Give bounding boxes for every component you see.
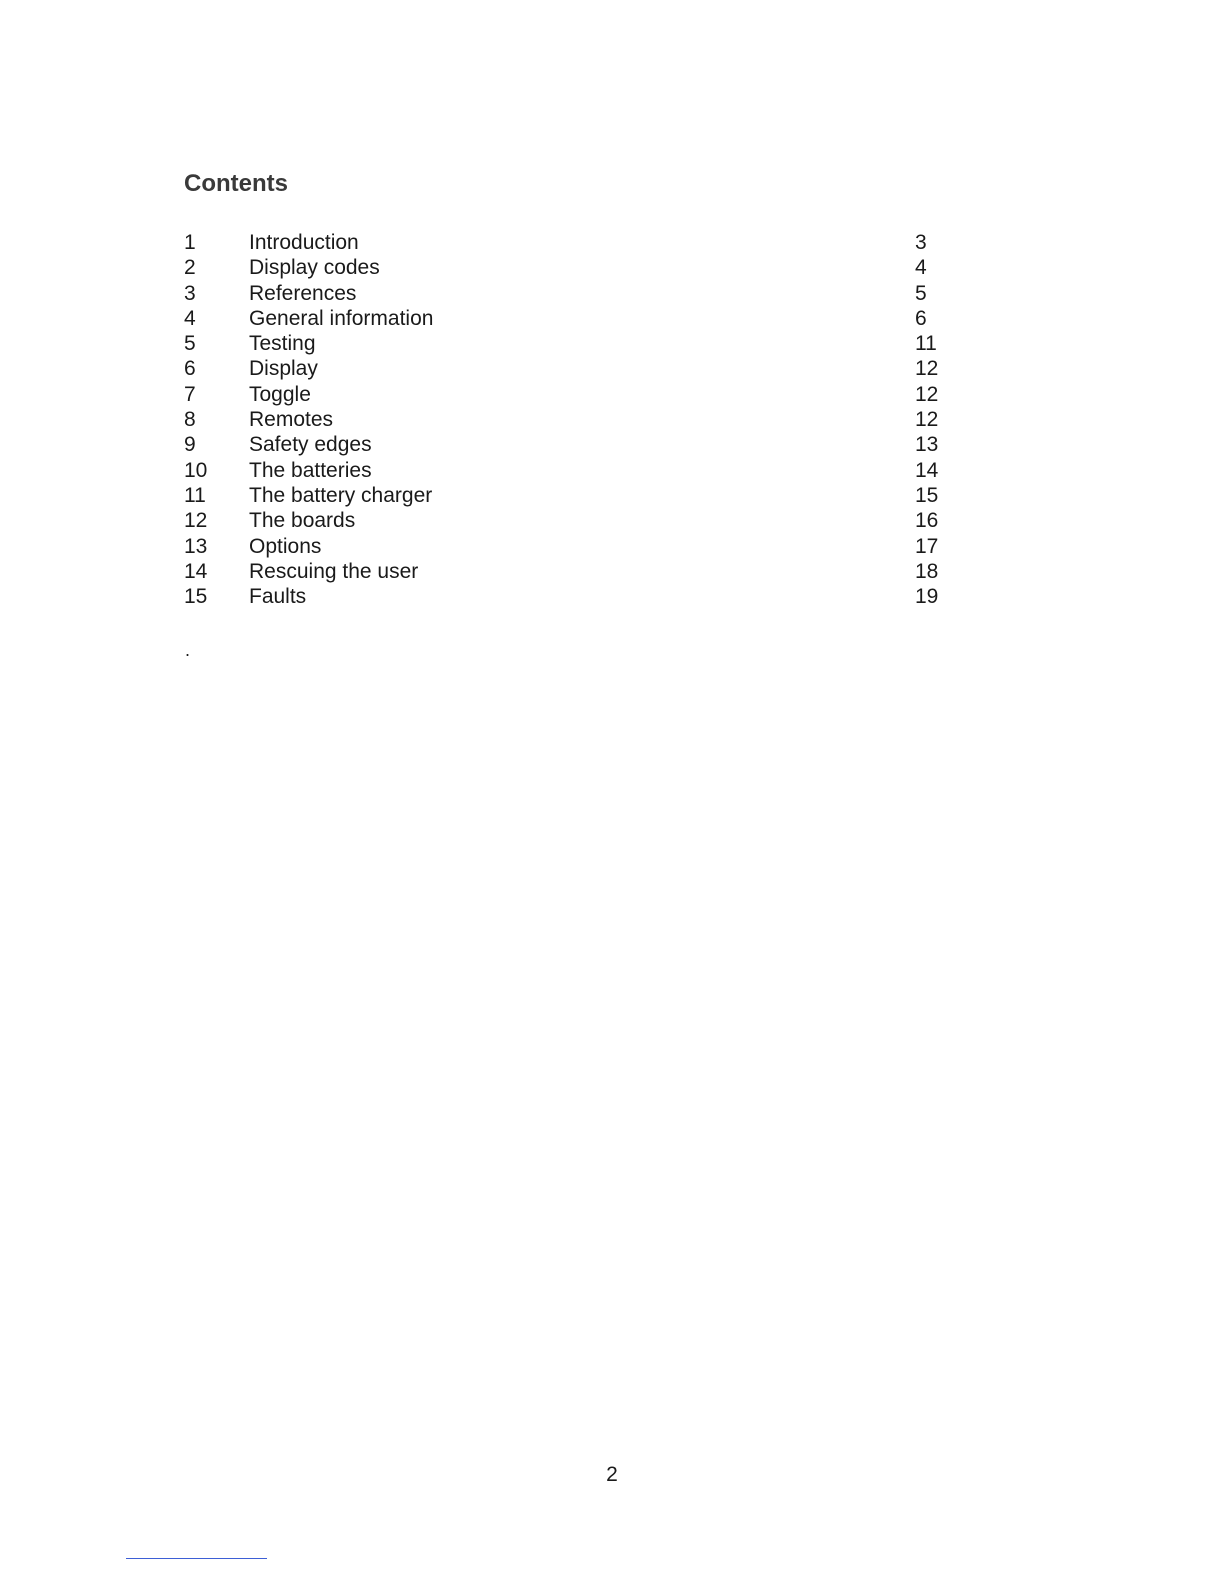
- toc-entry-number: 4: [184, 306, 196, 330]
- toc-entry-page: 4: [915, 256, 927, 280]
- toc-entry-page: 16: [915, 509, 939, 533]
- toc-entry-title: The batteries: [249, 458, 372, 482]
- toc-entry-number: 10: [184, 458, 208, 482]
- table-of-contents: [184, 230, 964, 609]
- toc-entry[interactable]: [184, 306, 964, 331]
- toc-entry-title: Display codes: [249, 256, 380, 280]
- toc-entry-title: Rescuing the user: [249, 559, 419, 583]
- toc-entry-number: 11: [184, 483, 206, 507]
- toc-entry[interactable]: [184, 458, 964, 483]
- toc-entry[interactable]: [184, 255, 964, 280]
- toc-entry-page: 15: [915, 483, 939, 507]
- toc-entry-title: Toggle: [249, 382, 311, 406]
- toc-entry-number: 5: [184, 332, 196, 356]
- toc-entry-number: 3: [184, 281, 196, 305]
- toc-entry-number: 8: [184, 408, 196, 432]
- toc-entry-page: 5: [915, 281, 927, 305]
- toc-entry[interactable]: [184, 483, 964, 508]
- toc-entry-page: 17: [915, 534, 939, 558]
- toc-entry-title: Display: [249, 357, 318, 381]
- toc-entry-number: 6: [184, 357, 196, 381]
- toc-entry-number: 9: [184, 433, 196, 457]
- page-title: Contents: [184, 170, 288, 197]
- toc-entry-title: References: [249, 281, 357, 305]
- toc-entry-number: 7: [184, 382, 196, 406]
- toc-entry-title: Faults: [249, 585, 307, 609]
- toc-entry-page: 11: [915, 332, 937, 356]
- toc-entry[interactable]: [184, 281, 964, 306]
- footnote-separator: [126, 1558, 267, 1559]
- toc-entry[interactable]: [184, 331, 964, 356]
- toc-entry[interactable]: [184, 508, 964, 533]
- toc-entry-page: 12: [915, 382, 939, 406]
- stray-mark: .: [185, 640, 191, 660]
- toc-entry[interactable]: [184, 407, 964, 432]
- toc-entry-title: Introduction: [249, 231, 359, 254]
- toc-entry-title: Testing: [249, 332, 316, 356]
- toc-entry-page: 13: [915, 433, 939, 457]
- toc-entry[interactable]: [184, 534, 964, 559]
- toc-entry-page: 12: [915, 408, 939, 432]
- toc-entry-page: 14: [915, 458, 939, 482]
- toc-entry[interactable]: [184, 559, 964, 584]
- toc-entry-page: 12: [915, 357, 939, 381]
- toc-entry[interactable]: [184, 230, 964, 255]
- toc-entry-title: Options: [249, 534, 322, 558]
- toc-entry-title: Safety edges: [249, 433, 372, 457]
- toc-entry[interactable]: [184, 356, 964, 381]
- toc-entry-number: 1: [184, 231, 196, 254]
- toc-entry-number: 14: [184, 559, 208, 583]
- toc-entry-page: 19: [915, 585, 939, 609]
- toc-entry-page: 3: [915, 231, 927, 254]
- toc-entry-title: The battery charger: [249, 483, 433, 507]
- toc-entry-number: 2: [184, 256, 196, 280]
- toc-entry-title: The boards: [249, 509, 356, 533]
- toc-entry-title: Remotes: [249, 408, 334, 432]
- toc-entry-number: 12: [184, 509, 208, 533]
- toc-entry[interactable]: [184, 584, 964, 609]
- toc-entry[interactable]: [184, 382, 964, 407]
- toc-entry-number: 13: [184, 534, 208, 558]
- toc-entry-page: 18: [915, 559, 939, 583]
- page-number: 2: [606, 1463, 618, 1486]
- toc-entry-page: 6: [915, 306, 927, 330]
- toc-entry[interactable]: [184, 432, 964, 457]
- toc-entry-number: 15: [184, 585, 208, 609]
- toc-entry-title: General information: [249, 306, 434, 330]
